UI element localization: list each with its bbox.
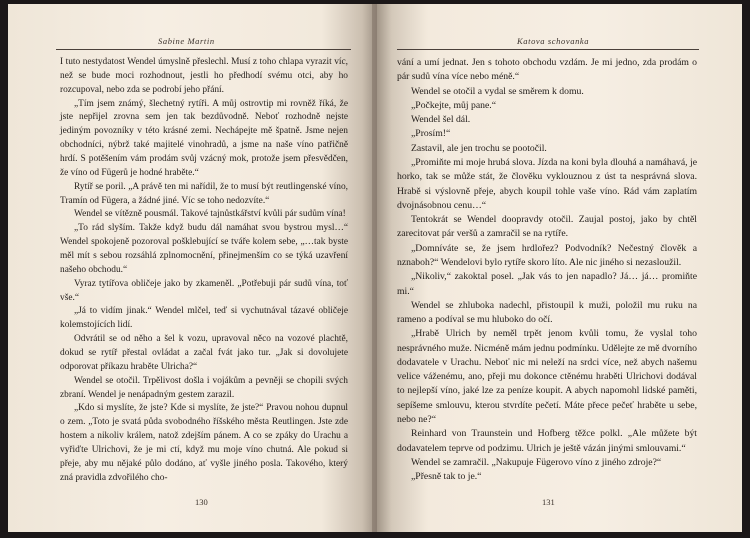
paragraph: „Hrabě Ulrich by neměl trpět jenom kvůli tomu, že vyslal toho nesprávného muže. Nicméně mám jednu podmínku. Udělejte ze mě dvorního dodavatele v Urachu. Neboť nic mi neleží na srdci více, než abych našemu velice váženému, ano, přeji mu dokonce ctěnému hraběti Ulrichovi dodával to nejlepší víno, jaké lze za peníze koupit. A abych napomohl lidské paměti, sepíšeme smlouvu, kterou stvrdíte pečetí. Máte přece pečeť hraběte u sebe, nebo ne?“ bbox=[397, 328, 697, 426]
paragraph: I tuto nestydatost Wendel úmyslně přeslechl. Musí z toho chlapa vyrazit víc, než se bude moci rozhodnout, jestli ho předhodí svému otci, aby ho rozcupoval, nebo zda se podrobí jeho přání. bbox=[60, 57, 348, 95]
right-page bbox=[377, 4, 742, 532]
running-head-right: Katova schovanka bbox=[517, 36, 590, 46]
left-page-text bbox=[60, 56, 348, 486]
paragraph: Wendel se zamračil. „Nakupuje Fügerovo víno z jiného zdroje?“ bbox=[411, 456, 662, 468]
paragraph: „Počkejte, můj pane.“ bbox=[411, 99, 497, 111]
paragraph: Rytíř se poril. „A právě ten mi nařídil, že to musí být reutlingenské víno, Tramín od Fügera, a žádné jiné. Víc se toho nedozvíte.“ bbox=[60, 181, 348, 206]
paragraph: „Já to vidím jinak.“ Wendel mlčel, teď si vychutnával tázavé obličeje kolemstojících lidí. bbox=[60, 306, 348, 331]
header-rule-right bbox=[397, 49, 699, 50]
paragraph: „Prosím!“ bbox=[411, 128, 451, 140]
paragraph: Vyraz tytířova obličeje jako by zkameněl. „Potřebuji pár sudů vína, toť vše.“ bbox=[60, 278, 348, 303]
paragraph: „To rád slyším. Takže když budu dál namáhat svou bystrou mysl…“ Wendel spokojeně pozoroval pošklebující se tváře kolem sebe, „…tak byste měl mít s sebou rozsáhlá zplnomocnění, přinejmenším co se týká uzavření našeho obchodu.“ bbox=[60, 223, 348, 275]
paragraph: Wendel šel dál. bbox=[411, 114, 471, 126]
paragraph: vání a umí jednat. Jen s tohoto obchodu vzdám. Je mi jedno, zda prodám o pár sudů vína více nebo méně.“ bbox=[397, 57, 697, 83]
header-rule-left bbox=[56, 49, 351, 50]
paragraph: „Kdo si myslíte, že jste? Kde si myslíte, že jste?“ Pravou nohou dupnul o zem. „Toto je svatá půda svobodného říšského města Reutlingen. Jste zde hostem a nikoliv králem, natož zdejším pánem. A co se zpáky do Urachu a vyřiďte Ulrichovi, že je mi ctí, když mu moje víno chutná. Ale pokud si přeje, aby mu nějaké půlo dodáno, ať vyšle jiného posla. Takového, který zná pravidla zdvořilého cho- bbox=[60, 403, 348, 483]
paragraph: „Tím jsem známý, šlechetný rytíři. A můj ostrovtip mi rovněž říká, že jste nepřijel zrovna sem jen tak bezdůvodně. Neboť rozhodně nejste jediným povozníky v této krásné zemi. Nechápejte mě špatně. Jsme nejen obchodníci, nýbrž také majitelé vinohradů, a jsme na naše víno patřičně hrdí. S potěšením vám prodám svůj vzácný mok, protože jsem přesvědčen, že víno od Fügerů je hodné hraběte.“ bbox=[60, 98, 348, 178]
paragraph: „Nikoliv,“ zakoktal posel. „Jak vás to jen napadlo? Já… já… promiňte mi.“ bbox=[397, 271, 697, 297]
page-number-left: 130 bbox=[195, 497, 208, 507]
paragraph: Wendel se vítězně pousmál. Takové tajnůstkářství kvůli pár sudům vína! bbox=[74, 209, 346, 220]
paragraph: Odvrátil se od něho a šel k vozu, upravoval něco na vozové plachtě, dokud se rytíř přestal ovládat a začal fvát jako tur. „Jak si dovolujete odporovat příkazu hraběte Ulricha?“ bbox=[60, 334, 348, 372]
paragraph: „Přesně tak to je.“ bbox=[411, 471, 482, 483]
paragraph: Zastavil, ale jen trochu se pootočil. bbox=[411, 142, 547, 154]
book-spread bbox=[8, 4, 742, 532]
paragraph: Wendel se otočil a vydal se směrem k domu. bbox=[411, 85, 584, 97]
paragraph: Wendel se otočil. Trpělivost došla i vojákům a pevněji se chopili svých zbraní. Wendel je nenápadným gestem zarazil. bbox=[60, 375, 348, 400]
paragraph: Tentokrát se Wendel doopravdy otočil. Zaujal postoj, jako by chtěl zarecitovat pár veršů a zamračil se na rytíře. bbox=[397, 214, 697, 240]
left-page bbox=[8, 4, 377, 532]
running-head-left: Sabine Martin bbox=[158, 36, 215, 46]
page-number-right: 131 bbox=[542, 497, 555, 507]
paragraph: Reinhard von Traunstein und Hofberg těžce polkl. „Ale můžete být dodavatelem teprve od podzimu. Ulrich je ještě vázán jinými smlouvami.“ bbox=[397, 428, 697, 454]
paragraph: „Domníváte se, že jsem hrdlořez? Podvodník? Nečestný člověk a nznaboh?“ Wendelovi bylo rytíře skoro líto. Ale nic jiného si nezasloužil. bbox=[397, 242, 697, 268]
paragraph: „Promiňte mi moje hrubá slova. Jízda na koni byla dlouhá a namáhavá, je horko, tak se může stát, že člověku vyklouznou z úst ta nesprávná slova. Hrabě si výslovně přeje, abych koupil tohle vaše víno. Rád vám zaplatím dvojnásobnou cenu…“ bbox=[397, 156, 697, 211]
right-page-text bbox=[397, 56, 697, 484]
paragraph: Wendel se zhluboka nadechl, přistoupil k muži, položil mu ruku na rameno a podíval se mu hluboko do očí. bbox=[397, 299, 697, 326]
